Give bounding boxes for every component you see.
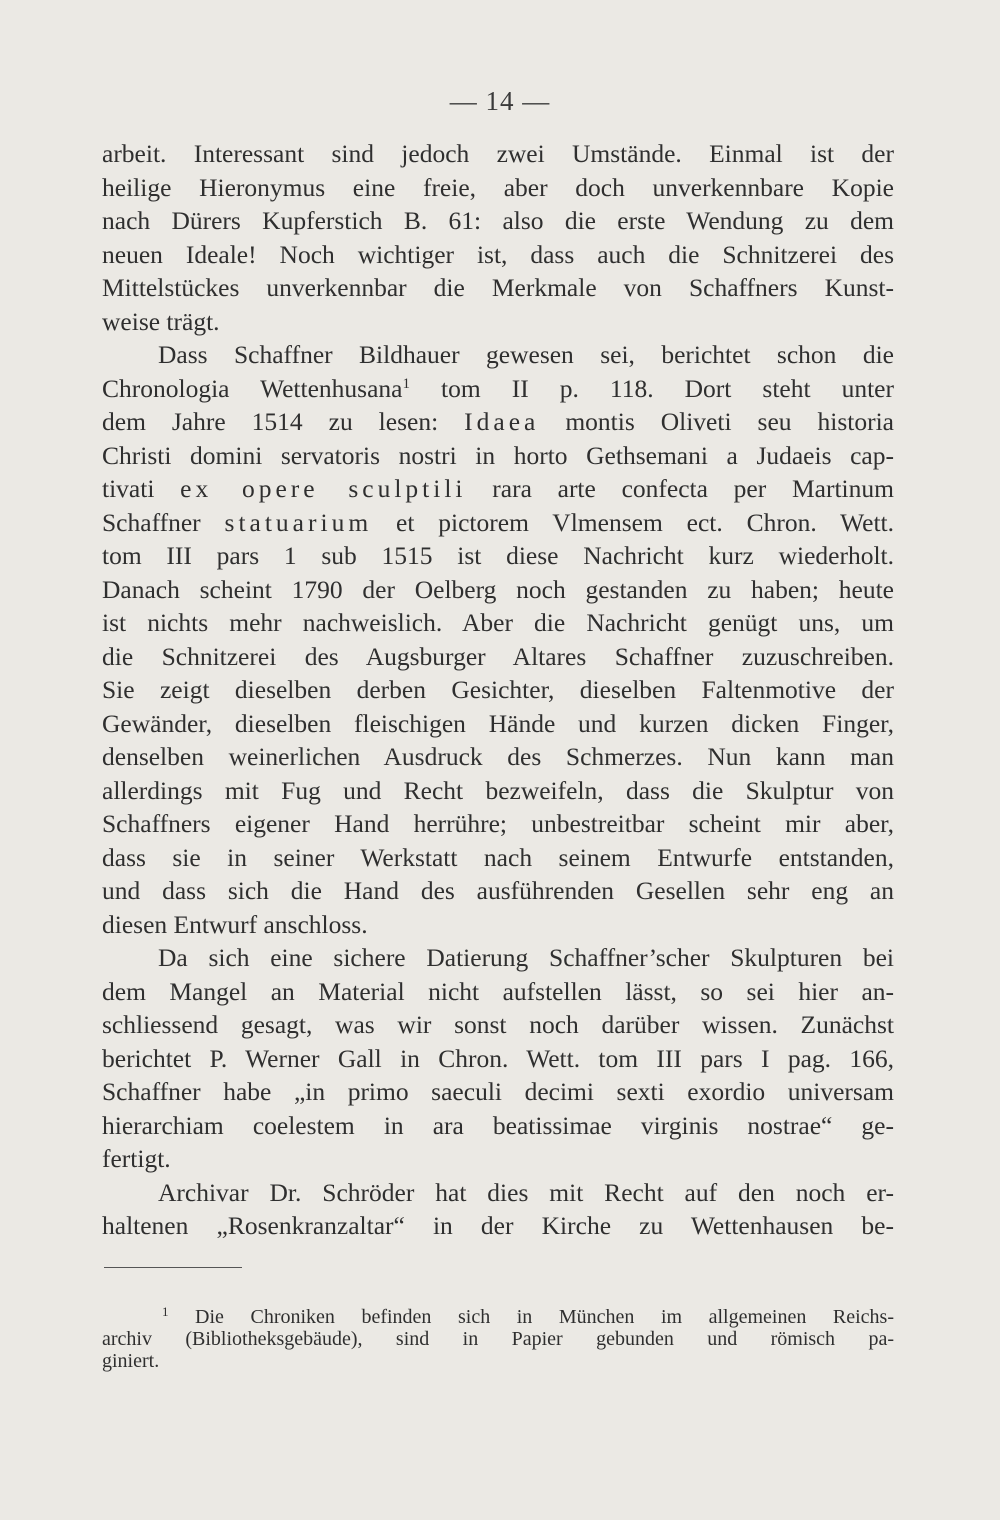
footnote-line: giniert. <box>102 1350 160 1372</box>
footnote-marker: 1 <box>162 1304 169 1319</box>
text-line: die Schnitzerei des Augsburger Altares Schaffner zuzuschreiben. <box>102 641 894 671</box>
text-line: nach Dürers Kupferstich B. 61: also die erste Wendung zu dem <box>102 206 894 235</box>
text-line: arbeit. Interessant sind jedoch zwei Umstände. Einmal ist der <box>102 139 894 168</box>
body-text <box>102 137 894 1243</box>
text-line: und dass sich die Hand des ausführenden Gesellen sehr eng an <box>102 876 894 905</box>
spaced-emphasis: ex opere sculptili <box>180 474 467 503</box>
text-segment: tom II p. 118. Dort steht unter <box>409 373 894 403</box>
text-line <box>102 506 894 540</box>
text-line: hierarchiam coelestem in ara beatissimae virginis nostrae“ ge- <box>102 1110 894 1140</box>
text-line <box>102 372 894 406</box>
text-line: allerdings mit Fug und Recht bezweifeln, dass die Skulptur von <box>102 775 894 805</box>
text-line: fertigt. <box>102 1144 171 1173</box>
text-line: Danach scheint 1790 der Oelberg noch gestanden zu haben; heute <box>102 574 894 604</box>
text-segment: Die Chroniken befinden sich in München im allgemeinen Reichs- <box>168 1306 894 1328</box>
page-number: — 14 — <box>449 86 551 116</box>
footnote-line <box>102 1306 894 1328</box>
text-line: Mittelstückes unverkennbar die Merkmale von Schaffners Kunst- <box>102 273 894 302</box>
spaced-emphasis: Idaea <box>464 407 540 436</box>
text-line: Schaffners eigener Hand herrühre; unbestreitbar scheint mir aber, <box>102 809 894 838</box>
text-line: weise trägt. <box>102 306 220 336</box>
footnote-reference: 1 <box>402 375 410 392</box>
text-segment: rara arte confecta per Martinum <box>466 474 894 503</box>
text-line: Archivar Dr. Schröder hat dies mit Recht auf den noch er- <box>158 1177 894 1207</box>
text-line <box>102 405 894 439</box>
text-line <box>102 472 894 506</box>
text-line: Gewänder, dieselben fleischigen Hände und kurzen dicken Finger, <box>102 708 894 738</box>
text-line: dem Mangel an Material nicht aufstellen lässt, so sei hier an- <box>102 976 894 1006</box>
text-line: neuen Ideale! Noch wichtiger ist, dass auch die Schnitzerei des <box>102 239 894 269</box>
spaced-emphasis: statuarium <box>224 507 373 537</box>
footnote-divider <box>104 1267 242 1268</box>
text-line: tom III pars 1 sub 1515 ist diese Nachricht kurz wiederholt. <box>102 541 894 570</box>
text-line: Dass Schaffner Bildhauer gewesen sei, berichtet schon die <box>158 340 894 369</box>
text-line: haltenen „Rosenkranzaltar“ in der Kirche zu Wettenhausen be- <box>102 1211 894 1240</box>
footnote-line: archiv (Bibliotheksgebäude), sind in Papier gebunden und römisch pa- <box>102 1328 894 1350</box>
text-segment: tivati <box>102 474 181 503</box>
text-line: dass sie in seiner Werkstatt nach seinem Entwurfe entstanden, <box>102 842 894 872</box>
text-line: Da sich eine sichere Datierung Schaffner’scher Skulpturen bei <box>158 943 894 972</box>
text-line: schliessend gesagt, was wir sonst noch darüber wissen. Zunächst <box>102 1010 894 1039</box>
text-segment: Chronologia Wettenhusana <box>102 373 403 403</box>
footnote <box>102 1306 894 1372</box>
text-line: ist nichts mehr nachweislich. Aber die Nachricht genügt uns, um <box>102 608 894 637</box>
text-line: Schaffner habe „in primo saeculi decimi sexti exordio universam <box>102 1077 894 1106</box>
text-line: Christi domini servatoris nostri in horto Gethsemani a Judaeis cap- <box>102 440 894 470</box>
text-segment: montis Oliveti seu historia <box>539 407 894 436</box>
text-segment: Schaffner <box>102 507 225 537</box>
text-line: heilige Hieronymus eine freie, aber doch unverkennbare Kopie <box>102 172 894 202</box>
text-segment: et pictorem Vlmensem ect. Chron. Wett. <box>372 507 895 537</box>
text-line: diesen Entwurf anschloss. <box>102 909 368 939</box>
text-line: Sie zeigt dieselben derben Gesichter, dieselben Faltenmotive der <box>102 675 894 704</box>
text-segment: dem Jahre 1514 zu lesen: <box>102 407 465 436</box>
text-line: denselben weinerlichen Ausdruck des Schmerzes. Nun kann man <box>102 742 894 771</box>
text-line: berichtet P. Werner Gall in Chron. Wett. tom III pars I pag. 166, <box>102 1043 894 1073</box>
